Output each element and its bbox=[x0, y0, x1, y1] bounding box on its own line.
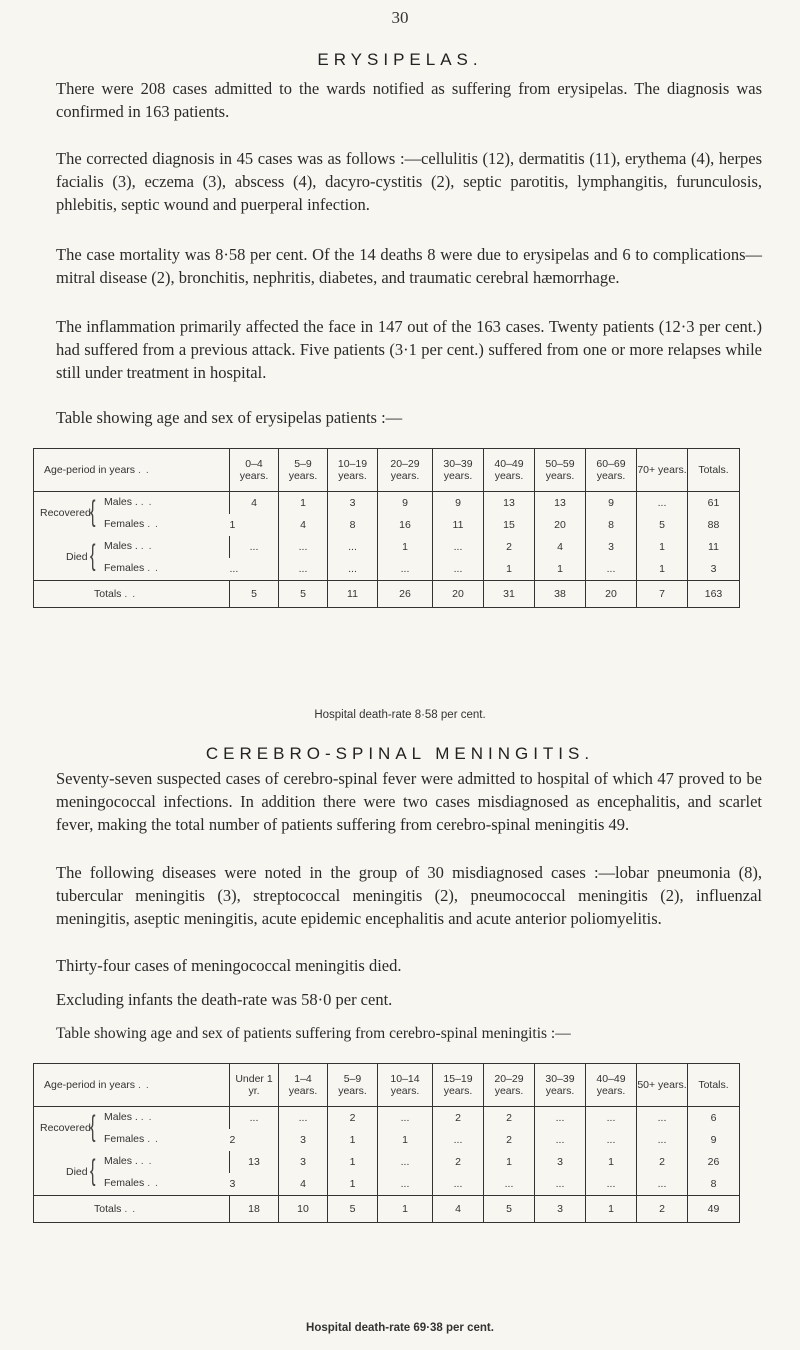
table-cell: ... bbox=[229, 563, 239, 575]
row-label-females: Females bbox=[104, 562, 145, 574]
table-cell: 88 bbox=[688, 514, 740, 536]
table-cell: 2 bbox=[637, 1196, 688, 1223]
table-cell: 3 bbox=[328, 492, 378, 515]
meningitis-heading: CEREBRO-SPINAL MENINGITIS. bbox=[205, 744, 595, 763]
row-label-males: Males . bbox=[104, 496, 138, 508]
meningitis-caption: Hospital death-rate 69·38 per cent. bbox=[306, 1322, 494, 1334]
table-cell: 2 bbox=[484, 1107, 535, 1130]
table-header-row bbox=[34, 1064, 740, 1107]
table-cell: 3 bbox=[535, 1151, 586, 1173]
column-header: 30–39 years. bbox=[433, 449, 484, 492]
table-cell: 3 bbox=[688, 558, 740, 581]
table-cell: 1 bbox=[378, 1129, 433, 1151]
erysipelas-table-intro: Table showing age and sex of erysipelas patients :— bbox=[56, 408, 403, 427]
recovered-label-cell: Recovered { Males . . . Females . . bbox=[40, 1110, 159, 1145]
recovered-label-cell: Recovered { Males . . . Females . . bbox=[40, 495, 159, 530]
column-header: 70+ years. bbox=[637, 449, 688, 492]
row-label-females: Females bbox=[104, 1133, 145, 1145]
table-cell: 49 bbox=[688, 1196, 740, 1223]
row-label-males: Males . bbox=[104, 540, 138, 552]
meningitis-paragraph-1: Seventy-seven suspected cases of cerebro-spinal fever were admitted to hospital of which 47 proved to be meningococcal infections. In addition there were two cases misdiagnosed as encephalitis, and scarlet fever, making the total number of patients suffering from cerebro-spinal meningitis 49. bbox=[56, 769, 762, 834]
group-label-recovered: Recovered bbox=[40, 1122, 91, 1134]
table-cell: 9 bbox=[378, 492, 433, 515]
erysipelas-caption: Hospital death-rate 8·58 per cent. bbox=[314, 709, 486, 721]
column-header: 50+ years. bbox=[637, 1064, 688, 1107]
column-header: 20–29 years. bbox=[378, 449, 433, 492]
table-cell: 18 bbox=[230, 1196, 279, 1223]
column-header: 40–49 years. bbox=[586, 1064, 637, 1107]
table-cell: 13 bbox=[535, 492, 586, 515]
row-label-males: Males . bbox=[104, 1111, 138, 1123]
erysipelas-paragraph-3: The case mortality was 8·58 per cent. Of the 14 deaths 8 were due to erysipelas and 6 to complications—mitral disease (2), bronchitis, nephritis, diabetes, and traumatic cerebral hæmorrhage. bbox=[56, 245, 762, 287]
meningitis-table-intro: Table showing age and sex of patients suffering from cerebro-spinal meningitis :— bbox=[56, 1025, 571, 1042]
table-cell: 1 bbox=[328, 1151, 378, 1173]
table-row bbox=[34, 536, 740, 558]
table-cell: 38 bbox=[535, 581, 586, 608]
table-cell: 1 bbox=[484, 558, 535, 581]
table-cell: 15 bbox=[484, 514, 535, 536]
totals-label: Totals . . bbox=[34, 581, 230, 608]
column-header: 0–4 years. bbox=[230, 449, 279, 492]
table-cell: 1 bbox=[586, 1151, 637, 1173]
table-row bbox=[34, 1107, 740, 1130]
table-cell: 1 bbox=[229, 519, 236, 531]
column-header: Under 1 yr. bbox=[230, 1064, 279, 1107]
brace-icon: { bbox=[90, 1110, 96, 1143]
table-cell: 2 bbox=[433, 1107, 484, 1130]
table-cell: 4 bbox=[279, 514, 328, 536]
column-header: Totals. bbox=[688, 449, 740, 492]
meningitis-paragraph-4: Excluding infants the death-rate was 58·0 per cent. bbox=[56, 990, 393, 1009]
table-cell: 2 bbox=[484, 1129, 535, 1151]
meningitis-paragraph-2: The following diseases were noted in the group of 30 misdiagnosed cases :—lobar pneumonia (8), tubercular meningitis (3), streptococcal meningitis (2), pneumococcal meningitis (2), influenzal meningitis, aseptic meningitis, acute epidemic encephalitis and acute anterior poliomyelitis. bbox=[56, 863, 762, 928]
table-cell: 4 bbox=[230, 492, 279, 515]
table-cell: ... bbox=[230, 1107, 279, 1130]
table-cell: 7 bbox=[637, 581, 688, 608]
table-cell: ... bbox=[535, 1173, 586, 1196]
brace-icon: { bbox=[90, 1154, 96, 1187]
table-cell: ... bbox=[230, 536, 279, 558]
table-cell: 5 bbox=[230, 581, 279, 608]
table-cell: 1 bbox=[328, 1173, 378, 1196]
table-cell: 2 bbox=[484, 536, 535, 558]
table-cell: 3 bbox=[279, 1151, 328, 1173]
meningitis-table bbox=[33, 1063, 740, 1223]
table-cell: 1 bbox=[279, 492, 328, 515]
column-header: 50–59 years. bbox=[535, 449, 586, 492]
table-cell: 8 bbox=[586, 514, 637, 536]
table-cell: ... bbox=[378, 1107, 433, 1130]
table-row bbox=[34, 1151, 740, 1173]
table-header-row bbox=[34, 449, 740, 492]
table-cell: 11 bbox=[328, 581, 378, 608]
table-cell: 9 bbox=[586, 492, 637, 515]
table-cell: ... bbox=[279, 536, 328, 558]
group-label-died: Died bbox=[66, 1166, 88, 1178]
table-cell: 1 bbox=[637, 558, 688, 581]
table-cell: ... bbox=[433, 1173, 484, 1196]
table-cell: 11 bbox=[433, 514, 484, 536]
table-cell: 1 bbox=[378, 1196, 433, 1223]
table-cell: 9 bbox=[688, 1129, 740, 1151]
page-number: 30 bbox=[391, 8, 409, 27]
table-cell: 5 bbox=[637, 514, 688, 536]
table-cell: 5 bbox=[484, 1196, 535, 1223]
table-cell: 2 bbox=[229, 1134, 236, 1146]
table-cell: 3 bbox=[535, 1196, 586, 1223]
column-header: 60–69 years. bbox=[586, 449, 637, 492]
table-cell: 16 bbox=[378, 514, 433, 536]
table-cell: 4 bbox=[433, 1196, 484, 1223]
table-cell: 6 bbox=[688, 1107, 740, 1130]
table-cell: 10 bbox=[279, 1196, 328, 1223]
table-cell: 1 bbox=[484, 1151, 535, 1173]
table-cell: 2 bbox=[433, 1151, 484, 1173]
table-cell: 3 bbox=[279, 1129, 328, 1151]
brace-icon: { bbox=[90, 539, 96, 572]
table-cell: 26 bbox=[688, 1151, 740, 1173]
erysipelas-paragraph-4: The inflammation primarily affected the face in 147 out of the 163 cases. Twenty patients (12·3 per cent.) had suffered from a previous attack. Five patients (3·1 per cent.) suffered from one or more relapses while still under treatment in hospital. bbox=[56, 317, 762, 382]
table-cell: 3 bbox=[586, 536, 637, 558]
column-header: 10–14 years. bbox=[378, 1064, 433, 1107]
table-cell: ... bbox=[433, 558, 484, 581]
table-cell: ... bbox=[328, 536, 378, 558]
column-header: 40–49 years. bbox=[484, 449, 535, 492]
column-header: Totals. bbox=[688, 1064, 740, 1107]
table-cell: 9 bbox=[433, 492, 484, 515]
table-cell: 1 bbox=[328, 1129, 378, 1151]
column-header: 1–4 years. bbox=[279, 1064, 328, 1107]
table-cell: ... bbox=[433, 536, 484, 558]
table-cell: 11 bbox=[688, 536, 740, 558]
table-totals-row bbox=[34, 581, 740, 608]
table-cell: 3 bbox=[229, 1178, 236, 1190]
table-cell: 20 bbox=[586, 581, 637, 608]
table-cell: ... bbox=[378, 1173, 433, 1196]
table-cell: 163 bbox=[688, 581, 740, 608]
column-header: 15–19 years. bbox=[433, 1064, 484, 1107]
table-cell: 1 bbox=[378, 536, 433, 558]
erysipelas-table bbox=[33, 448, 740, 608]
header-age-period: Age-period in years . . bbox=[34, 1064, 230, 1107]
table-cell: 8 bbox=[328, 514, 378, 536]
died-label-cell: Died { Males . . . Females . . bbox=[66, 1154, 159, 1189]
table-cell: ... bbox=[433, 1129, 484, 1151]
column-header: 30–39 years. bbox=[535, 1064, 586, 1107]
table-cell: ... bbox=[484, 1173, 535, 1196]
table-cell: ... bbox=[279, 1107, 328, 1130]
row-label-females: Females bbox=[104, 1177, 145, 1189]
group-label-recovered: Recovered bbox=[40, 507, 91, 519]
meningitis-paragraph-3: Thirty-four cases of meningococcal meningitis died. bbox=[56, 956, 402, 975]
table-cell: 4 bbox=[279, 1173, 328, 1196]
table-cell: 26 bbox=[378, 581, 433, 608]
group-label-died: Died bbox=[66, 551, 88, 563]
row-label-males: Males . bbox=[104, 1155, 138, 1167]
table-cell: 61 bbox=[688, 492, 740, 515]
table-totals-row bbox=[34, 1196, 740, 1223]
table-cell: ... bbox=[378, 558, 433, 581]
table-cell: ... bbox=[586, 1107, 637, 1130]
table-cell: 4 bbox=[535, 536, 586, 558]
table-cell: ... bbox=[279, 558, 328, 581]
table-cell: ... bbox=[535, 1129, 586, 1151]
table-cell: 31 bbox=[484, 581, 535, 608]
header-age-period: Age-period in years . . bbox=[34, 449, 230, 492]
column-header: 5–9 years. bbox=[279, 449, 328, 492]
table-cell: ... bbox=[378, 1151, 433, 1173]
table-cell: ... bbox=[637, 492, 688, 515]
table-cell: 5 bbox=[328, 1196, 378, 1223]
brace-icon: { bbox=[90, 495, 96, 528]
table-cell: ... bbox=[586, 1129, 637, 1151]
table-cell: 13 bbox=[230, 1151, 279, 1173]
column-header: 20–29 years. bbox=[484, 1064, 535, 1107]
table-cell: ... bbox=[586, 558, 637, 581]
table-cell: 5 bbox=[279, 581, 328, 608]
table-cell: 8 bbox=[688, 1173, 740, 1196]
column-header: 5–9 years. bbox=[328, 1064, 378, 1107]
table-cell: 1 bbox=[535, 558, 586, 581]
column-header: 10–19 years. bbox=[328, 449, 378, 492]
table-cell: 20 bbox=[535, 514, 586, 536]
table-cell: 20 bbox=[433, 581, 484, 608]
erysipelas-heading: ERYSIPELAS. bbox=[317, 50, 483, 69]
table-cell: 1 bbox=[637, 536, 688, 558]
totals-label: Totals . . bbox=[34, 1196, 230, 1223]
row-label-females: Females bbox=[104, 518, 145, 530]
erysipelas-paragraph-1: There were 208 cases admitted to the wards notified as suffering from erysipelas. The diagnosis was confirmed in 163 patients. bbox=[56, 79, 762, 121]
table-cell: ... bbox=[586, 1173, 637, 1196]
table-cell: ... bbox=[637, 1107, 688, 1130]
table-row bbox=[34, 492, 740, 515]
table-cell: 1 bbox=[586, 1196, 637, 1223]
table-cell: ... bbox=[637, 1129, 688, 1151]
table-cell: ... bbox=[637, 1173, 688, 1196]
table-cell: 2 bbox=[637, 1151, 688, 1173]
table-cell: ... bbox=[535, 1107, 586, 1130]
erysipelas-paragraph-2: The corrected diagnosis in 45 cases was as follows :—cellulitis (12), dermatitis (11), erythema (4), herpes facialis (3), eczema (3), abscess (4), dacyro-cystitis (2), septic parotitis, lymphangitis, furunculosis, phlebitis, septic wound and puerperal infection. bbox=[56, 149, 762, 214]
table-cell: 2 bbox=[328, 1107, 378, 1130]
died-label-cell: Died { Males . . . Females . . bbox=[66, 539, 159, 574]
table-cell: ... bbox=[328, 558, 378, 581]
table-cell: 13 bbox=[484, 492, 535, 515]
